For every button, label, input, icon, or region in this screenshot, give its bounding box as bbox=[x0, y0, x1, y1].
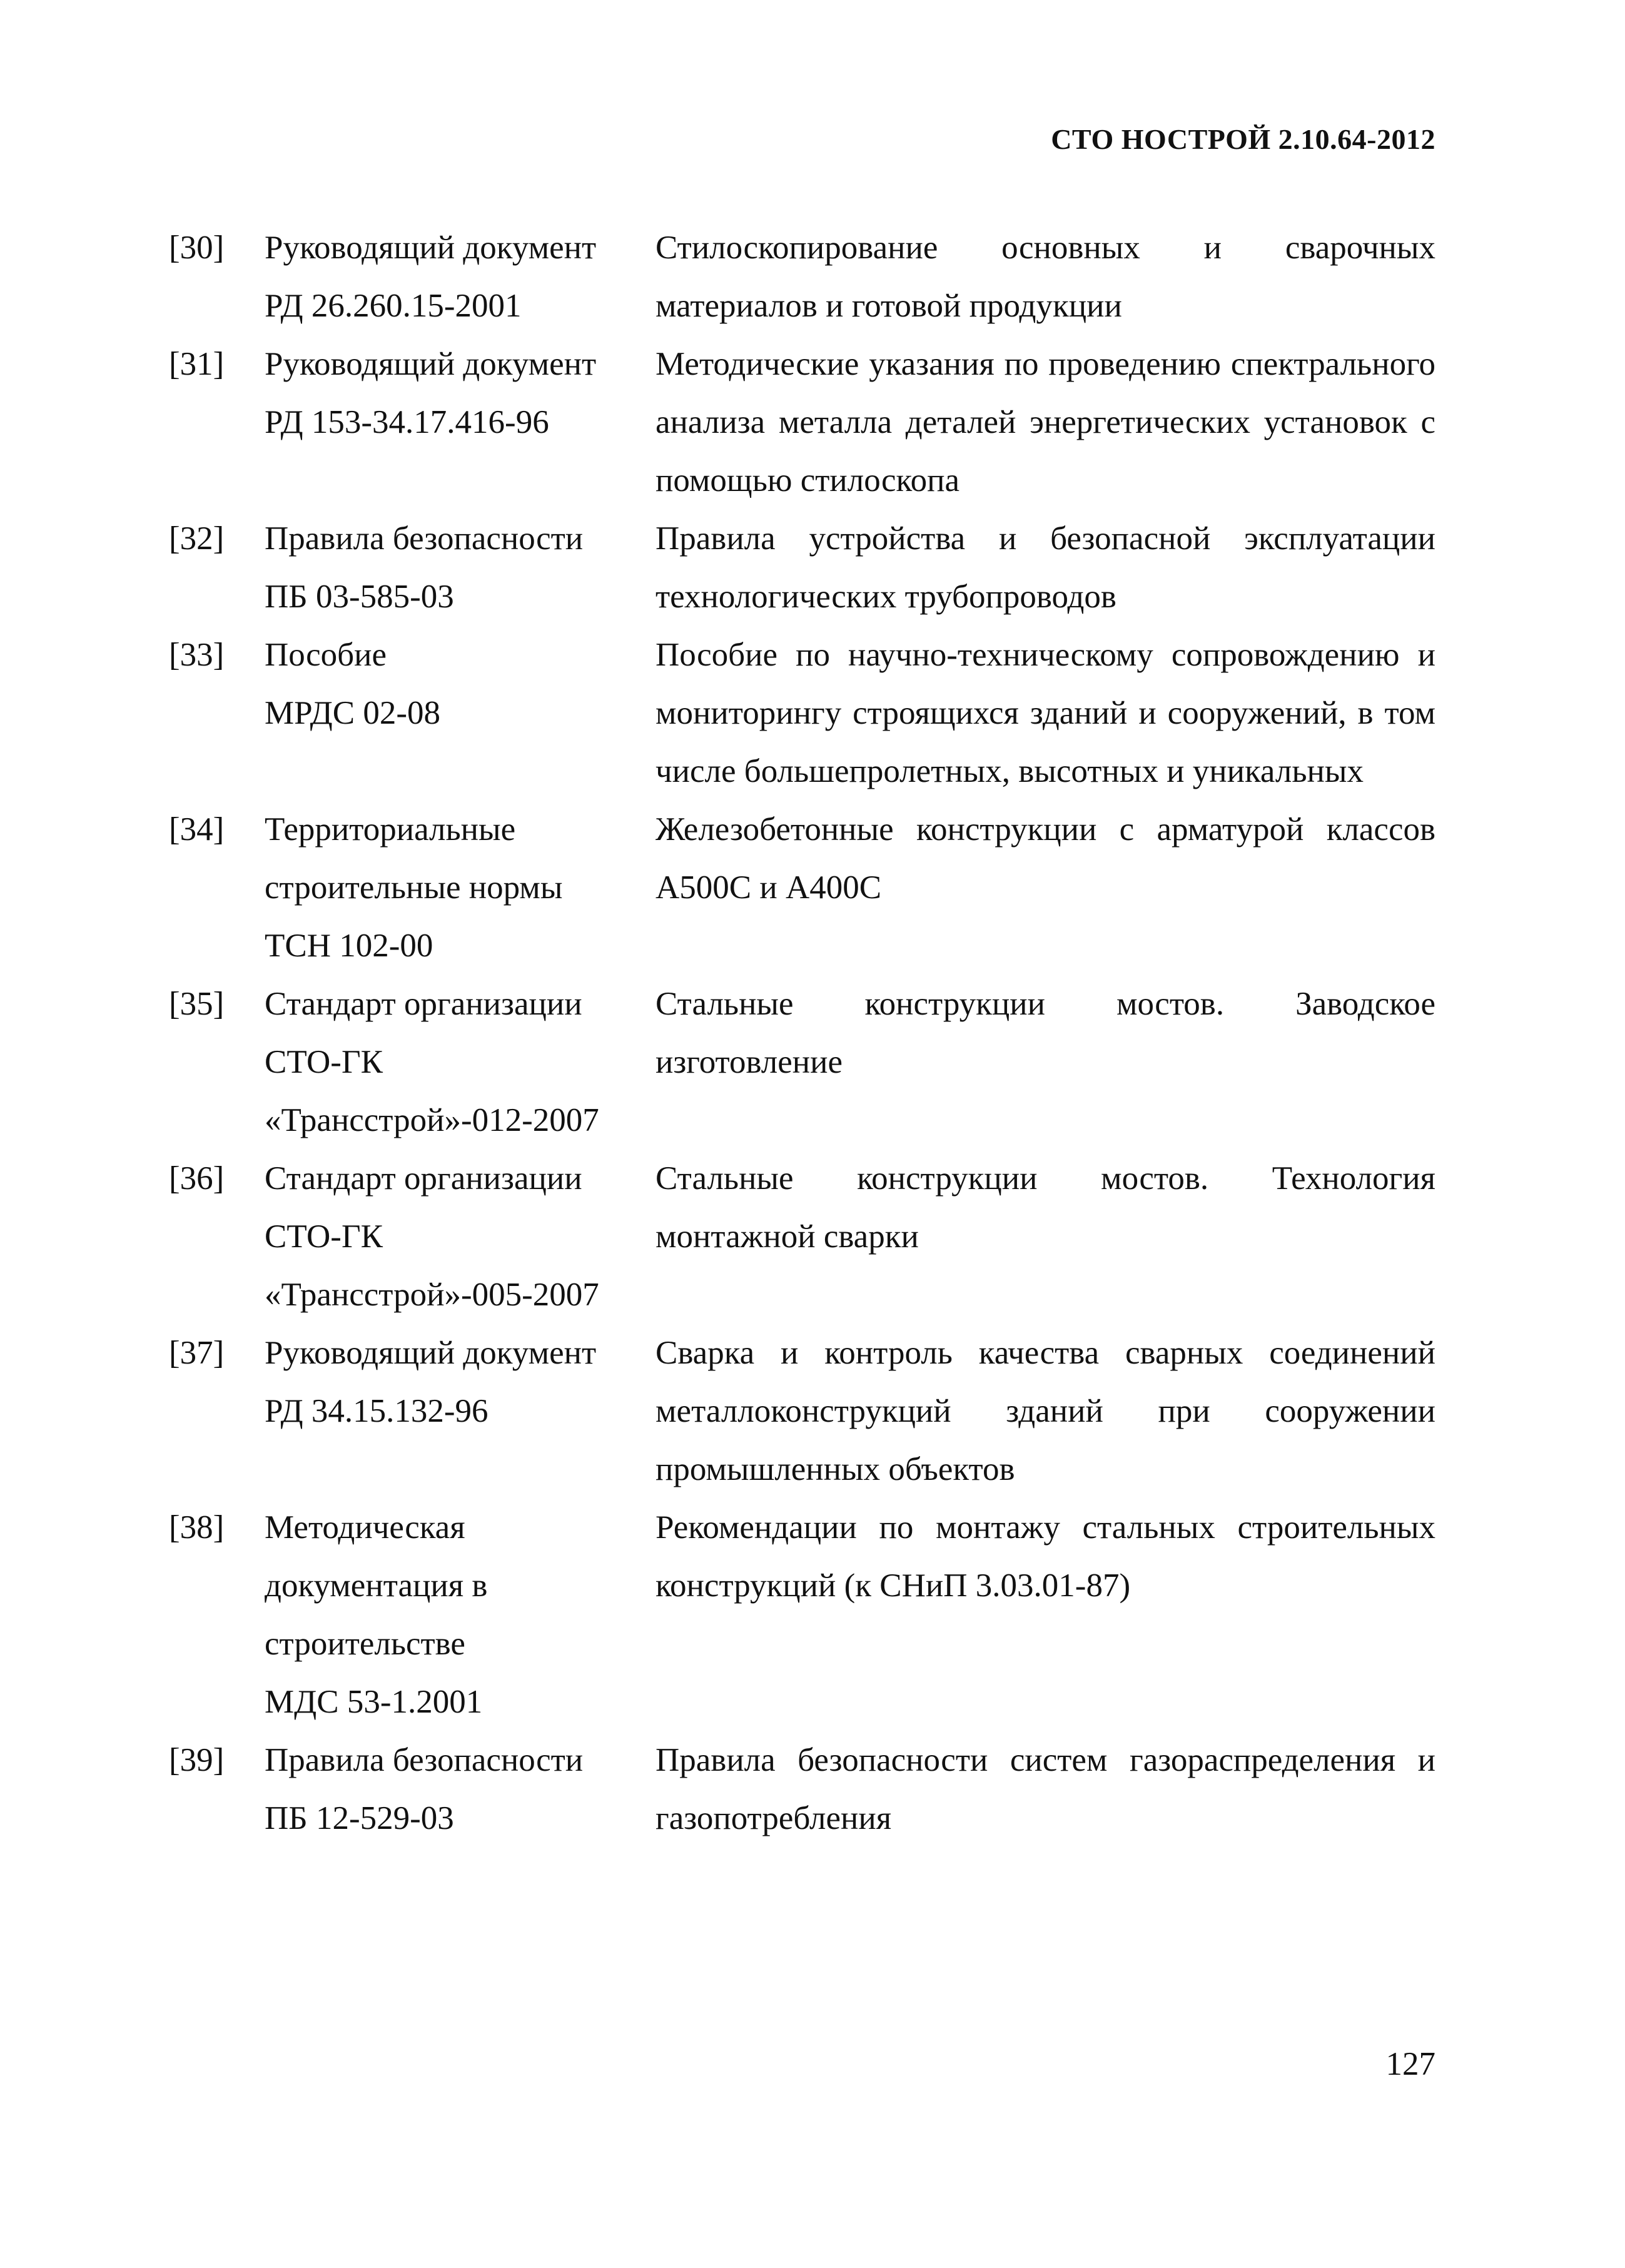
reference-item bbox=[169, 975, 1435, 1150]
reference-document bbox=[265, 1324, 656, 1499]
reference-document-code: РД 34.15.132-96 bbox=[265, 1393, 489, 1429]
reference-document-type: Правила безопасности bbox=[265, 520, 584, 557]
reference-document-type: Руководящий документ bbox=[265, 1335, 597, 1371]
reference-item bbox=[169, 1499, 1435, 1731]
reference-number: [30] bbox=[169, 230, 225, 266]
reference-item bbox=[169, 1150, 1435, 1324]
reference-document-type-cont: строительные нормы bbox=[265, 869, 563, 906]
reference-title: Стальные конструкции мостов. Технология монтажной сварки bbox=[656, 1160, 1435, 1255]
reference-document bbox=[265, 219, 656, 335]
reference-title: Стальные конструкции мостов. Заводское изготовление bbox=[656, 986, 1435, 1080]
reference-document-code: ТСН 102-00 bbox=[265, 928, 433, 964]
reference-title: Правила устройства и безопасной эксплуатации технологических трубопроводов bbox=[656, 520, 1435, 615]
reference-document-code: МДС 53-1.2001 bbox=[265, 1684, 483, 1720]
reference-document bbox=[265, 1150, 656, 1324]
reference-number: [39] bbox=[169, 1742, 225, 1778]
page-number: 127 bbox=[1385, 2046, 1435, 2082]
reference-list bbox=[169, 219, 1435, 1848]
reference-document bbox=[265, 975, 656, 1150]
reference-document-type: Стандарт организации bbox=[265, 1160, 582, 1197]
reference-document-type: Пособие bbox=[265, 637, 387, 673]
reference-number: [35] bbox=[169, 986, 225, 1022]
reference-document-type: Территориальные bbox=[265, 811, 516, 848]
reference-item bbox=[169, 335, 1435, 510]
reference-title: Рекомендации по монтажу стальных строительных конструкций (к СНиП 3.03.01-87) bbox=[656, 1509, 1435, 1604]
reference-item bbox=[169, 801, 1435, 975]
reference-title: Методические указания по проведению спектрального анализа металла деталей энергетических установок с помощью стилоскопа bbox=[656, 346, 1435, 499]
reference-document-code: МРДС 02-08 bbox=[265, 695, 441, 731]
reference-document-code: РД 26.260.15-2001 bbox=[265, 288, 522, 324]
reference-document-code: СТО-ГК bbox=[265, 1044, 383, 1080]
reference-document-type: Руководящий документ bbox=[265, 346, 597, 382]
reference-number: [32] bbox=[169, 520, 225, 557]
reference-item bbox=[169, 626, 1435, 801]
reference-title: Правила безопасности систем газораспределения и газопотребления bbox=[656, 1742, 1435, 1836]
reference-number: [34] bbox=[169, 811, 225, 848]
reference-title: Стилоскопирование основных и сварочных материалов и готовой продукции bbox=[656, 230, 1435, 324]
reference-document-code: ПБ 12-529-03 bbox=[265, 1800, 454, 1836]
reference-document bbox=[265, 1731, 656, 1848]
reference-number: [37] bbox=[169, 1335, 225, 1371]
reference-document bbox=[265, 1499, 656, 1731]
document-code-header: СТО НОСТРОЙ 2.10.64-2012 bbox=[1051, 123, 1435, 155]
reference-item bbox=[169, 1324, 1435, 1499]
reference-document-type: Стандарт организации bbox=[265, 986, 582, 1022]
reference-document-type: Руководящий документ bbox=[265, 230, 597, 266]
reference-number: [38] bbox=[169, 1509, 225, 1546]
reference-title: Пособие по научно-техническому сопровождению и мониторингу строящихся зданий и сооружений, в том числе большепролетных, высотных и уникальных bbox=[656, 637, 1435, 789]
reference-number: [33] bbox=[169, 637, 225, 673]
reference-item bbox=[169, 219, 1435, 335]
reference-document-code-cont: «Трансстрой»-012-2007 bbox=[265, 1102, 599, 1138]
reference-item bbox=[169, 510, 1435, 626]
reference-document bbox=[265, 510, 656, 626]
reference-number: [31] bbox=[169, 346, 225, 382]
reference-document-code-cont: «Трансстрой»-005-2007 bbox=[265, 1277, 599, 1313]
reference-document bbox=[265, 335, 656, 510]
reference-document bbox=[265, 626, 656, 801]
reference-title: Железобетонные конструкции с арматурой классов А500С и А400С bbox=[656, 811, 1435, 906]
reference-item bbox=[169, 1731, 1435, 1848]
reference-title: Сварка и контроль качества сварных соединений металлоконструкций зданий при сооружении промышленных объектов bbox=[656, 1335, 1435, 1487]
reference-document-code: РД 153-34.17.416-96 bbox=[265, 404, 549, 440]
reference-document-code: ПБ 03-585-03 bbox=[265, 579, 454, 615]
reference-document-type: Методическая документация в строительстве bbox=[265, 1509, 488, 1662]
reference-document-type: Правила безопасности bbox=[265, 1742, 584, 1778]
reference-number: [36] bbox=[169, 1160, 225, 1197]
reference-document bbox=[265, 801, 656, 975]
reference-document-code: СТО-ГК bbox=[265, 1218, 383, 1255]
